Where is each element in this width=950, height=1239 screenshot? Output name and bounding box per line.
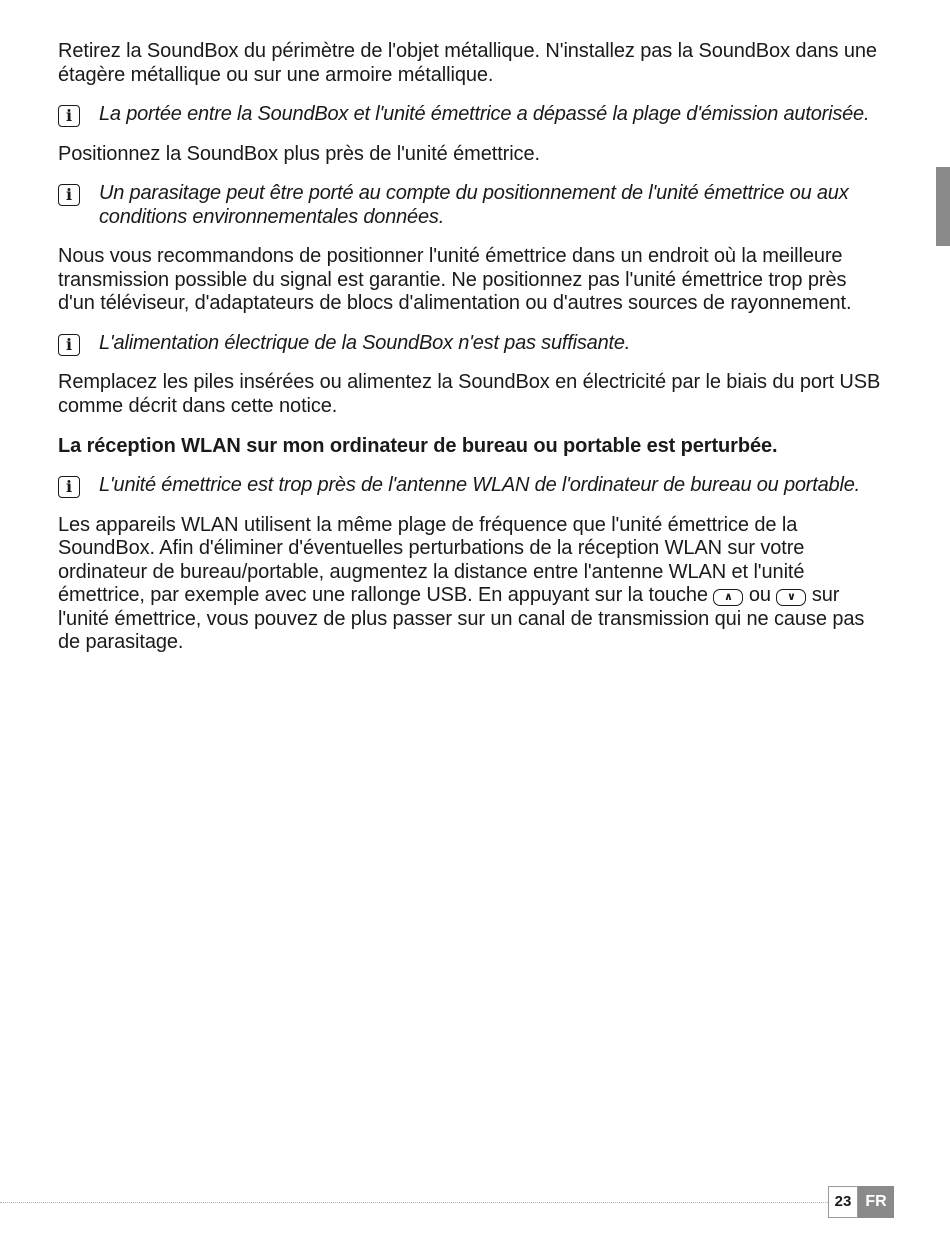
up-key-icon: ∧ [713, 589, 743, 606]
language-badge: FR [858, 1186, 894, 1218]
section-heading-wlan: La réception WLAN sur mon ordinateur de bureau ou portable est perturbée. [58, 435, 778, 457]
info-note-range [58, 103, 888, 127]
paragraph-wlan-solution [58, 514, 888, 655]
or-text: ou [748, 584, 771, 606]
paragraph-metal-shelf: Retirez la SoundBox du périmètre de l'objet métallique. N'installez pas la SoundBox dans une étagère métallique ou sur une armoire métallique. [58, 40, 877, 86]
page-number: 23 [828, 1186, 858, 1218]
note-text: L'unité émettrice est trop près de l'antenne WLAN de l'ordinateur de bureau ou portable. [99, 474, 860, 496]
paragraph-text: Les appareils WLAN utilisent la même plage de fréquence que l'unité émettrice de la SoundBox. Afin d'éliminer d'éventuelles perturbations de la réception WLAN sur votre ordinateur de bureau/portable, augmentez la distance entre l'antenne WLAN et l'unité émettrice, par exemple avec une rallonge USB. En appuyant sur la touche [58, 513, 805, 606]
info-icon: i [58, 476, 80, 498]
info-icon: i [58, 105, 80, 127]
info-note-interference [58, 182, 888, 229]
info-icon: i [58, 334, 80, 356]
note-text: La portée entre la SoundBox et l'unité émettrice a dépassé la plage d'émission autorisée. [99, 103, 870, 125]
chapter-tab [936, 167, 950, 246]
paragraph-replace-batteries: Remplacez les piles insérées ou alimentez la SoundBox en électricité par le biais du port USB comme décrit dans cette notice. [58, 371, 881, 417]
document-body [58, 40, 888, 671]
down-key-icon: ∨ [776, 589, 806, 606]
footer-divider [0, 1202, 828, 1203]
info-icon: i [58, 184, 80, 206]
paragraph-text: sur l'unité émettrice, vous pouvez de plus passer sur un canal de transmission qui ne cause pas de parasitage. [58, 584, 865, 653]
note-text: L'alimentation électrique de la SoundBox n'est pas suffisante. [99, 331, 631, 354]
paragraph-move-closer: Positionnez la SoundBox plus près de l'unité émettrice. [58, 142, 540, 165]
note-text: Un parasitage peut être porté au compte du positionnement de l'unité émettrice ou aux conditions environnementales données. [99, 182, 849, 228]
paragraph-placement-advice: Nous vous recommandons de positionner l'unité émettrice dans un endroit où la meilleure transmission possible du signal est garantie. Ne positionnez pas l'unité émettrice trop près d'un téléviseur, d'adaptateurs de blocs d'alimentation ou d'autres sources de rayonnement. [58, 245, 852, 314]
info-note-wlan-antenna [58, 474, 888, 498]
info-note-power [58, 332, 888, 356]
